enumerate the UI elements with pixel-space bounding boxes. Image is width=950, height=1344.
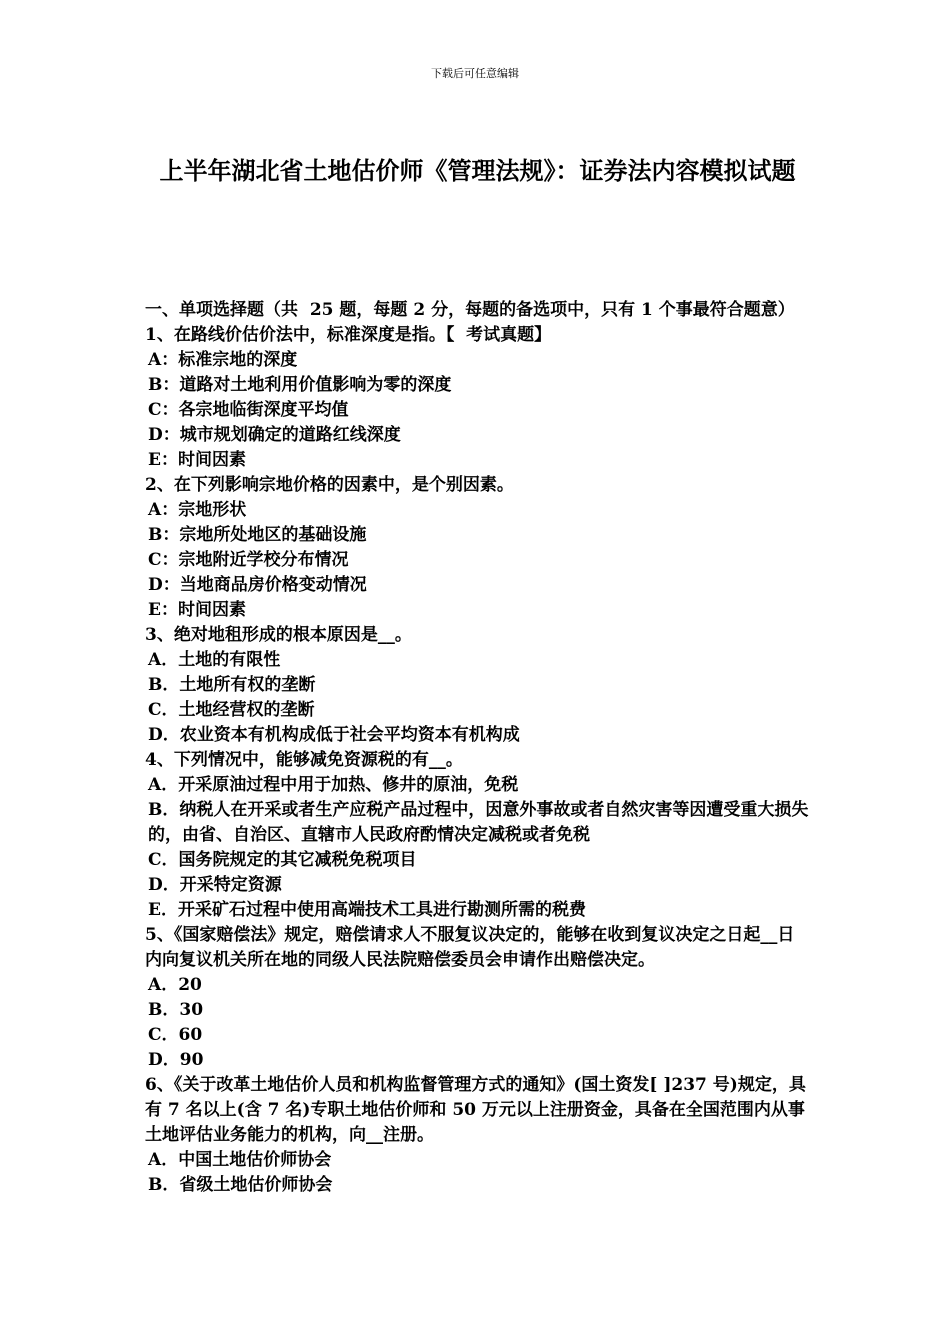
option-a: A．中国土地估价师协会 <box>148 1150 332 1170</box>
option-a: A：宗地形状 <box>148 500 247 520</box>
option-b: B：宗地所处地区的基础设施 <box>148 525 367 545</box>
option-d: D．农业资本有机构成低于社会平均资本有机构成 <box>148 725 520 745</box>
option-a: A．20 <box>148 975 202 995</box>
question-stem: 5、《国家赔偿法》规定，赔偿请求人不服复议决定的，能够在收到复议决定之日起__日内向复议机关所在地的同级人民法院赔偿委员会申请作出赔偿决定。 <box>145 925 795 970</box>
option-a: A．开采原油过程中用于加热、修井的原油，免税 <box>148 775 519 795</box>
section-heading: 一、单项选择题（共 25 题，每题 2 分，每题的备选项中，只有 1 个事最符合题意） <box>145 300 795 320</box>
option-c: C：宗地附近学校分布情况 <box>148 550 349 570</box>
option-d: D．开采特定资源 <box>148 875 282 895</box>
option-b: B．30 <box>148 1000 204 1020</box>
document-title: 上半年湖北省土地估价师《管理法规》：证券法内容模拟试题 <box>159 157 796 185</box>
option-c: C．国务院规定的其它减税免税项目 <box>148 850 417 870</box>
option-a: A．土地的有限性 <box>148 650 281 670</box>
option-b: B．纳税人在开采或者生产应税产品过程中，因意外事故或者自然灾害等因遭受重大损失的，由省、自治区、直辖市人民政府酌情决定减税或者免税 <box>148 800 809 845</box>
header-note: 下载后可任意编辑 <box>431 67 519 80</box>
question-2 <box>145 473 810 623</box>
option-d: D：当地商品房价格变动情况 <box>148 575 367 595</box>
question-1 <box>145 323 810 473</box>
question-5 <box>145 923 810 1073</box>
option-b: B．省级土地估价师协会 <box>148 1175 333 1195</box>
question-6 <box>145 1073 810 1198</box>
question-stem: 2、在下列影响宗地价格的因素中，是个别因素。 <box>145 475 514 495</box>
option-e: E：时间因素 <box>148 600 246 620</box>
option-d: D．90 <box>148 1050 204 1070</box>
document-body <box>145 298 810 1198</box>
option-b: B：道路对土地利用价值影响为零的深度 <box>148 375 452 395</box>
option-c: C：各宗地临街深度平均值 <box>148 400 349 420</box>
option-e: E：时间因素 <box>148 450 246 470</box>
question-stem: 3、绝对地租形成的根本原因是__。 <box>145 625 412 645</box>
question-3 <box>145 623 810 748</box>
option-a: A：标准宗地的深度 <box>148 350 298 370</box>
option-c: C．土地经营权的垄断 <box>148 700 315 720</box>
question-stem: 1、在路线价估价法中，标准深度是指。【 考试真题】 <box>145 325 552 345</box>
question-stem: 6、《关于改革土地估价人员和机构监督管理方式的通知》(国土资发[ ]237 号)规定，具有 7 名以上(含 7 名)专职土地估价师和 50 万元以上注册资金，具备在全国范围内从事土地评估业务能力的机构，向__注册。 <box>145 1075 806 1145</box>
option-d: D：城市规划确定的道路红线深度 <box>148 425 401 445</box>
option-e: E．开采矿石过程中使用高端技术工具进行勘测所需的税费 <box>148 900 586 920</box>
option-b: B．土地所有权的垄断 <box>148 675 316 695</box>
question-4 <box>145 748 810 923</box>
option-c: C．60 <box>148 1025 203 1045</box>
question-stem: 4、下列情况中，能够减免资源税的有__。 <box>145 750 463 770</box>
